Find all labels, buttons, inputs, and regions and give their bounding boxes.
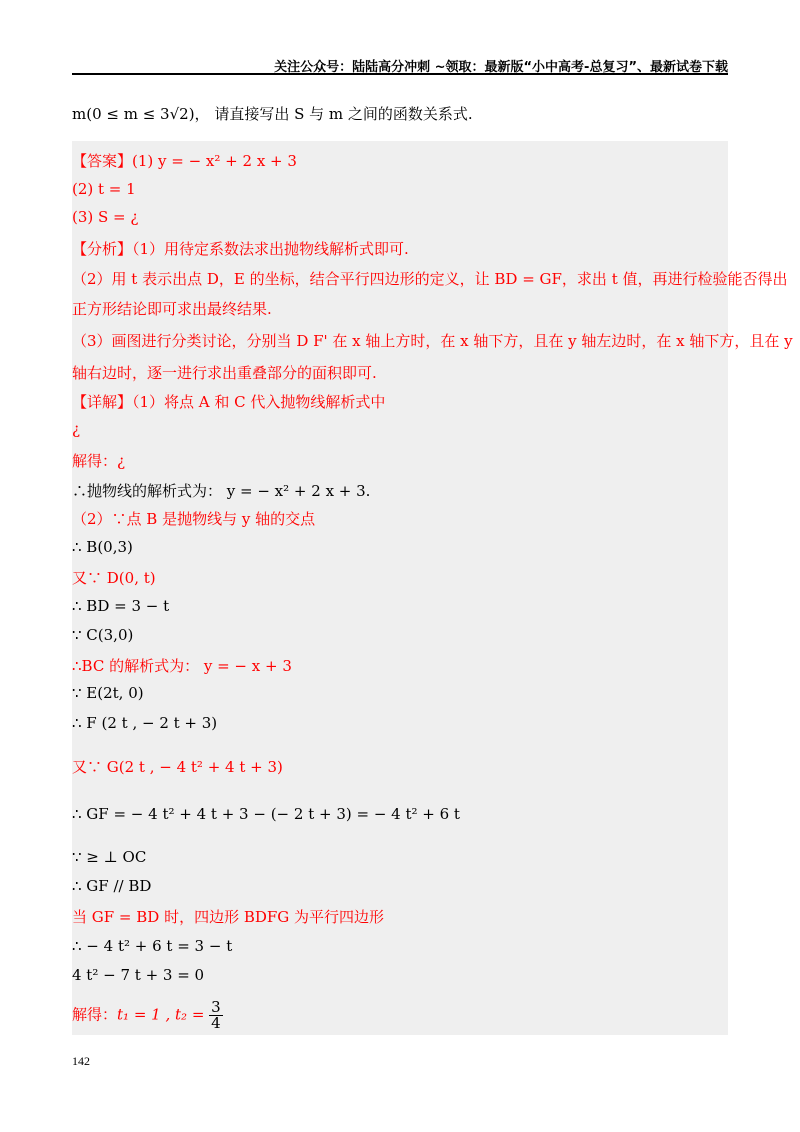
text-line: ∴ B(0,3) — [72, 538, 133, 556]
text-line: ∴ − 4 t² + 6 t = 3 − t — [72, 937, 233, 955]
header-rule — [72, 73, 728, 75]
text-line: 【答案】(1) y = − x² + 2 x + 3 — [72, 152, 297, 170]
text-line: (2) t = 1 — [72, 180, 136, 198]
text-line: 当 GF = BD 时，四边形 BDFG 为平行四边形 — [72, 908, 385, 926]
text-line: 【详解】（1）将点 A 和 C 代入抛物线解析式中 — [72, 393, 386, 411]
solution-prefix: 解得： — [72, 1005, 118, 1024]
text-line: （3）画图进行分类讨论，分别当 D F' 在 x 轴上方时，在 x 轴下方，且在 y 轴左边时，在 x 轴下方，且在 y — [72, 332, 793, 350]
text-line: ∴ F (2 t , − 2 t + 3) — [72, 714, 218, 732]
text-line: m(0 ≤ m ≤ 3√2)， 请直接写出 S 与 m 之间的函数关系式. — [72, 105, 473, 123]
text-line: ∴ GF = − 4 t² + 4 t + 3 − (− 2 t + 3) = − 4 t² + 6 t — [72, 805, 460, 823]
text-line: ∵ ≥ ⊥ OC — [72, 848, 147, 866]
text-line: ¿ — [72, 420, 81, 438]
text-line: 轴右边时，逐一进行求出重叠部分的面积即可. — [72, 364, 377, 382]
text-line: 又∵ G(2 t , − 4 t² + 4 t + 3) — [72, 758, 283, 776]
fraction-numerator: 3 — [211, 998, 221, 1016]
page-number: 142 — [72, 1054, 90, 1068]
header-text: 关注公众号：陆陆高分冲刺 ~领取：最新版“小中高考-总复习”、最新试卷下载 — [274, 60, 728, 75]
text-line: ∵ E(2t, 0) — [72, 684, 144, 702]
fraction-denominator: 4 — [211, 1014, 221, 1032]
text-line: ∴ BD = 3 − t — [72, 597, 170, 615]
text-line: 又∵ D(0, t) — [72, 569, 156, 587]
text-line: （2）用 t 表示出点 D，E 的坐标，结合平行四边形的定义，让 BD = GF，求出 t 值，再进行检验能否得出 — [72, 270, 788, 288]
solution-expr: t₁ = 1 , t₂ = — [117, 1005, 210, 1024]
fraction — [209, 1000, 223, 1031]
text-line: （2）∵点 B 是抛物线与 y 轴的交点 — [72, 510, 316, 528]
text-line: 【分析】（1）用待定系数法求出抛物线解析式即可. — [72, 240, 409, 258]
text-line: (3) S = ¿ — [72, 208, 139, 226]
solution-final-line — [72, 1000, 223, 1031]
text-line: ∴抛物线的解析式为： y = − x² + 2 x + 3. — [72, 482, 371, 500]
text-line: 解得：¿ — [72, 452, 126, 470]
text-line: ∵ C(3,0) — [72, 626, 134, 644]
text-line: ∴ GF // BD — [72, 877, 152, 895]
text-line: 4 t² − 7 t + 3 = 0 — [72, 966, 205, 984]
text-line: ∴BC 的解析式为： y = − x + 3 — [72, 657, 292, 675]
text-line: 正方形结论即可求出最终结果. — [72, 300, 272, 318]
